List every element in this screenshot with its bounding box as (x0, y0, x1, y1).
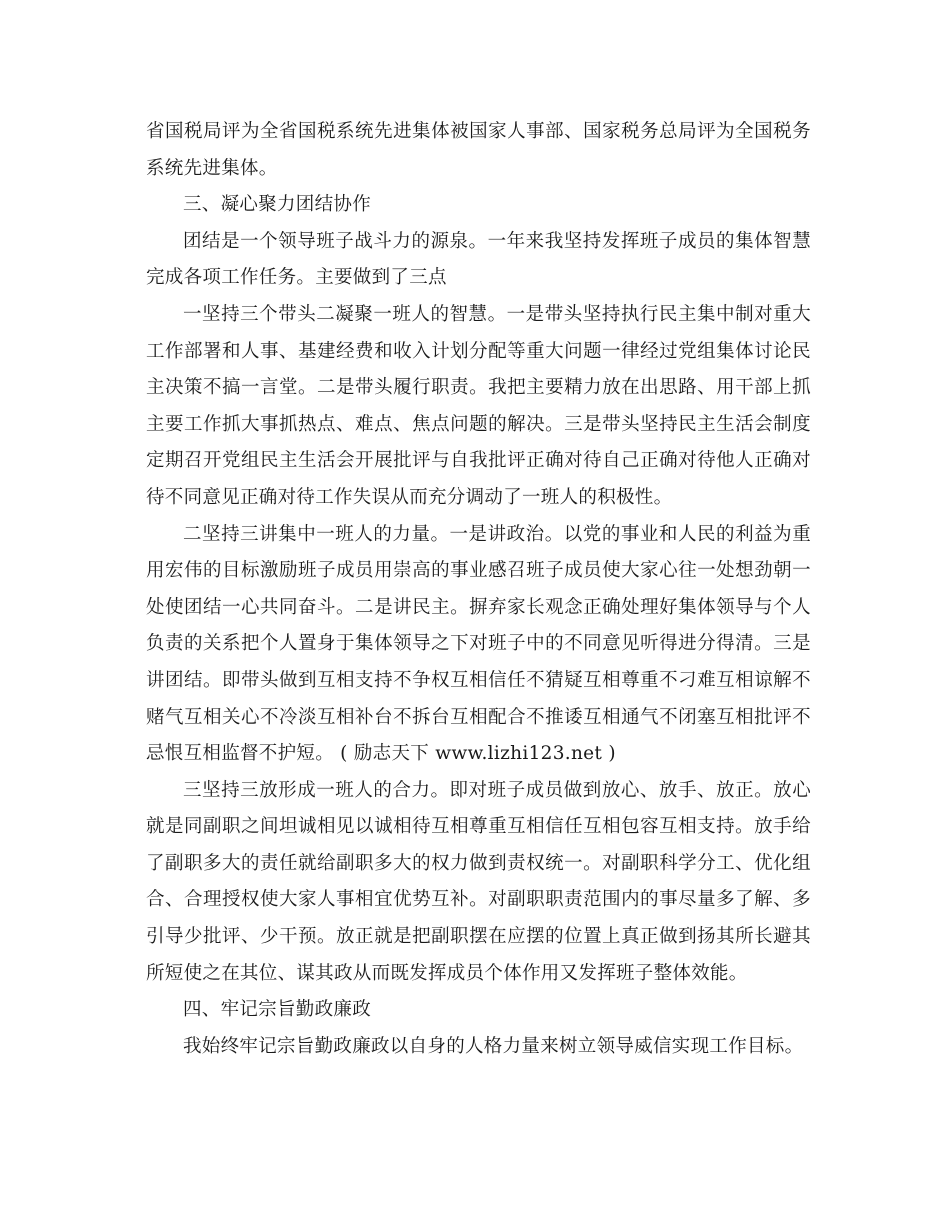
paragraph-unity-intro: 团结是一个领导班子战斗力的源泉。一年来我坚持发挥班子成员的集体智慧完成各项工作任务。主要做到了三点 (146, 230, 811, 289)
paragraph-integrity: 我始终牢记宗旨勤政廉政以自身的人格力量来树立领导威信实现工作目标。 (183, 1035, 804, 1057)
paragraph-point-2: 二坚持三讲集中一班人的力量。一是讲政治。以党的事业和人民的利益为重用宏伟的目标激励班子成员用崇高的事业感召班子成员使大家心往一处想劲朝一处使团结一心共同奋斗。二是讲民主。摒弃家长观念正确处理好集体领导与个人负责的关系把个人置身于集体领导之下对班子中的不同意见听得进分得清。三是讲团结。即带头做到互相支持不争权互相信任不猜疑互相尊重不刁难互相谅解不赌气互相关心不冷淡互相补台不拆台互相配合不推诿互相通气不闭塞互相批评不忌恨互相监督不护短。 ( 励志天下 www.lizhi123.net ) (146, 523, 811, 765)
section-heading-4: 四、牢记宗旨勤政廉政 (183, 999, 372, 1021)
paragraph-point-1: 一坚持三个带头二凝聚一班人的智慧。一是带头坚持执行民主集中制对重大工作部署和人事、基建经费和收入计划分配等重大问题一律经过党组集体讨论民主决策不搞一言堂。二是带头履行职责。我把主要精力放在出思路、用干部上抓主要工作抓大事抓热点、难点、焦点问题的解决。三是带头坚持民主生活会制度定期召开党组民主生活会开展批评与自我批评正确对待自己正确对待他人正确对待不同意见正确对待工作失误从而充分调动了一班人的积极性。 (146, 303, 811, 508)
document-body (146, 114, 811, 1065)
paragraph-point-3: 三坚持三放形成一班人的合力。即对班子成员做到放心、放手、放正。放心就是同副职之间坦诚相见以诚相待互相尊重互相信任互相包容互相支持。放手给了副职多大的责任就给副职多大的权力做到责权统一。对副职科学分工、优化组合、合理授权使大家人事相宜优势互补。对副职职责范围内的事尽量多了解、多引导少批评、少干预。放正就是把副职摆在应摆的位置上真正做到扬其所长避其所短使之在其位、谋其政从而既发挥成员个体作用又发挥班子整体效能。 (146, 779, 811, 984)
paragraph-continuation: 省国税局评为全省国税系统先进集体被国家人事部、国家税务总局评为全国税务系统先进集体。 (146, 121, 811, 179)
section-heading-3: 三、凝心聚力团结协作 (183, 194, 372, 216)
